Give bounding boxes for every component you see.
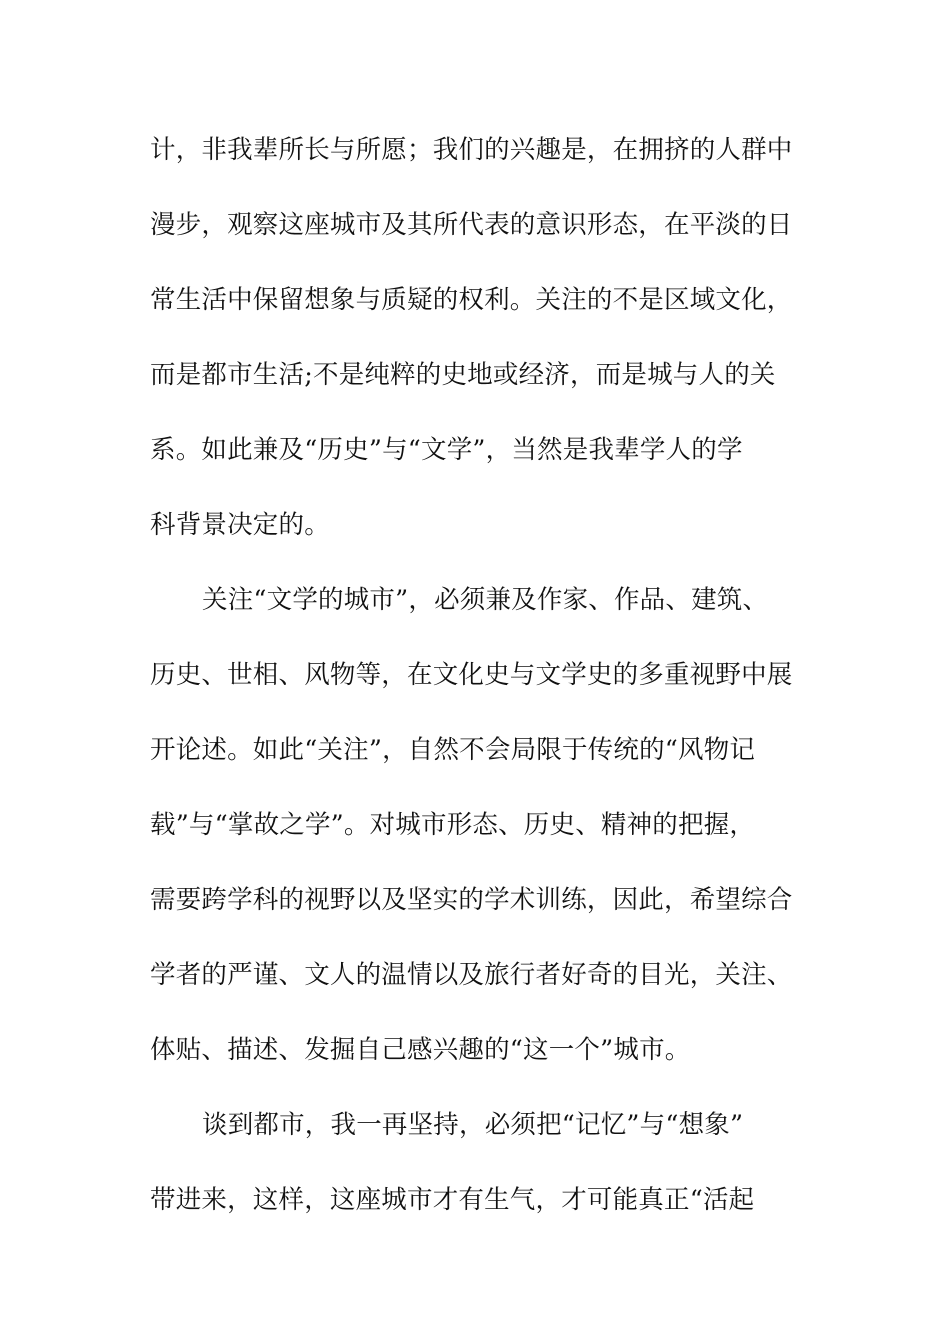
text-line: 体贴、描述、发掘自己感兴趣的“这一个”城市。 <box>150 1035 691 1065</box>
text-line: 带进来，这样，这座城市才有生气，才可能真正“活起 <box>150 1185 755 1215</box>
text-line: 学者的严谨、文人的温情以及旅行者好奇的目光，关注、 <box>150 960 793 990</box>
text-line: 需要跨学科的视野以及坚实的学术训练，因此，希望综合 <box>150 885 793 915</box>
text-line: 载”与“掌故之学”。对城市形态、历史、精神的把握， <box>150 810 756 840</box>
text-line: 科背景决定的。 <box>150 510 330 540</box>
text-line: 计，非我辈所长与所愿；我们的兴趣是，在拥挤的人群中 <box>150 135 793 165</box>
text-line: 漫步，观察这座城市及其所代表的意识形态，在平淡的日 <box>150 210 793 240</box>
text-line: 开论述。如此“关注”，自然不会局限于传统的“风物记 <box>150 735 756 765</box>
text-line: 常生活中保留想象与质疑的权利。关注的不是区域文化， <box>150 285 793 315</box>
paragraph-first-line: 谈到都市，我一再坚持，必须把“记忆”与“想象” <box>202 1110 744 1140</box>
paragraph-first-line: 关注“文学的城市”，必须兼及作家、作品、建筑、 <box>202 585 769 615</box>
text-line: 而是都市生活;不是纯粹的史地或经济，而是城与人的关 <box>150 360 776 390</box>
text-line: 历史、世相、风物等，在文化史与文学史的多重视野中展 <box>150 660 793 690</box>
text-line: 系。如此兼及“历史”与“文学”，当然是我辈学人的学 <box>150 435 743 465</box>
